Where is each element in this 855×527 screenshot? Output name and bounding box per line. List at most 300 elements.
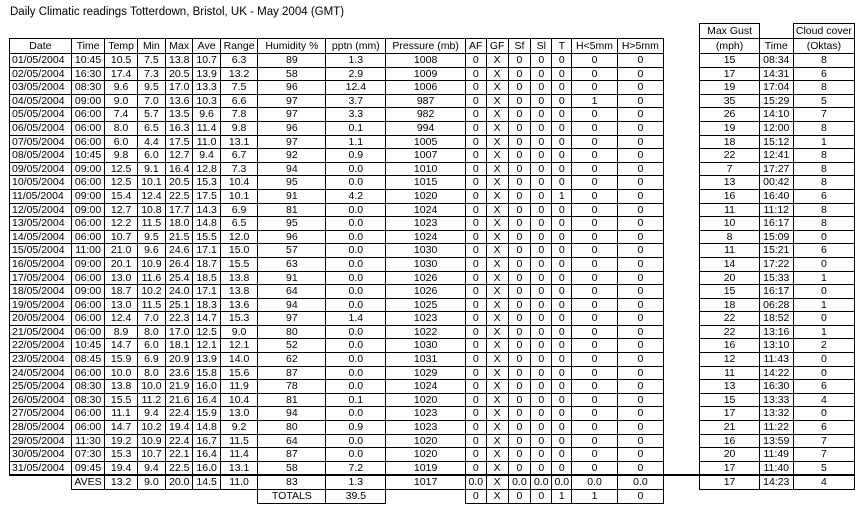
aves-t: 0.0 <box>552 475 572 489</box>
cell-min: 11.6 <box>137 271 165 285</box>
cell-pressure: 982 <box>386 108 466 122</box>
cell-af: 0 <box>465 54 486 68</box>
cell-pptn: 0.0 <box>326 380 386 394</box>
cell-humidity: 80 <box>258 325 326 339</box>
cell-gf: X <box>486 461 508 475</box>
table-row <box>10 271 855 285</box>
cell-gust-time: 00:42 <box>759 176 793 190</box>
cell-temp: 6.0 <box>105 135 137 149</box>
cell-t: 0 <box>552 339 572 353</box>
cell-date: 13/05/2004 <box>10 217 72 231</box>
cell-gust-time: 14:10 <box>759 108 793 122</box>
cell-t: 0 <box>552 380 572 394</box>
cell-sf: 0 <box>508 461 530 475</box>
cell-range: 9.8 <box>220 121 258 135</box>
cell-range: 13.6 <box>220 298 258 312</box>
header-ave: Ave <box>193 39 220 54</box>
header-humidity: Humidity % <box>258 39 326 54</box>
cell-t: 0 <box>552 176 572 190</box>
cell-gf: X <box>486 271 508 285</box>
cell-af: 0 <box>465 149 486 163</box>
cell-min: 12.4 <box>137 189 165 203</box>
cell-date: 21/05/2004 <box>10 325 72 339</box>
cell-range: 15.5 <box>220 257 258 271</box>
cell-date: 06/05/2004 <box>10 121 72 135</box>
cell-pptn: 0.0 <box>326 244 386 258</box>
cell-sl: 0 <box>531 461 552 475</box>
cell-range: 6.5 <box>220 217 258 231</box>
cell-pptn: 4.2 <box>326 189 386 203</box>
cell-t: 0 <box>552 217 572 231</box>
cell-hail-gt5: 0 <box>617 325 663 339</box>
cell-gf: X <box>486 81 508 95</box>
cell-gust-time: 11:49 <box>759 448 793 462</box>
cell-gf: X <box>486 135 508 149</box>
cell-gf: X <box>486 407 508 421</box>
cell-min: 10.9 <box>137 257 165 271</box>
cell-time: 16:30 <box>71 67 105 81</box>
cell-gust: 18 <box>700 298 759 312</box>
cell-date: 23/05/2004 <box>10 353 72 367</box>
cell-gust: 22 <box>700 325 759 339</box>
cell-humidity: 94 <box>258 162 326 176</box>
cell-ave: 11.4 <box>193 121 220 135</box>
cell-max: 17.0 <box>166 325 193 339</box>
cell-t: 0 <box>552 448 572 462</box>
cell-cloud: 5 <box>793 94 854 108</box>
aves-pptn: 1.3 <box>326 475 386 489</box>
cell-max: 13.5 <box>166 108 193 122</box>
table-row <box>10 407 855 421</box>
cell-gust: 8 <box>700 230 759 244</box>
cell-ave: 12.8 <box>193 162 220 176</box>
cell-ave: 17.5 <box>193 189 220 203</box>
cell-humidity: 87 <box>258 448 326 462</box>
cell-min: 10.8 <box>137 203 165 217</box>
cell-gf: X <box>486 448 508 462</box>
gap-cell <box>663 162 700 176</box>
cell-t: 0 <box>552 244 572 258</box>
aves-range: 11.0 <box>220 475 258 489</box>
cell-cloud: 1 <box>793 298 854 312</box>
cell-hail-gt5: 0 <box>617 421 663 435</box>
cell-humidity: 95 <box>258 217 326 231</box>
cell-humidity: 96 <box>258 121 326 135</box>
cell-hail-lt5: 0 <box>572 189 618 203</box>
cell-hail-lt5: 0 <box>572 203 618 217</box>
cell-range: 13.0 <box>220 407 258 421</box>
aves-max: 20.0 <box>166 475 193 489</box>
cell-pptn: 1.3 <box>326 54 386 68</box>
cell-t: 0 <box>552 108 572 122</box>
cell-hail-gt5: 0 <box>617 189 663 203</box>
cell-max: 17.0 <box>166 81 193 95</box>
cell-t: 0 <box>552 94 572 108</box>
cell-gust-time: 15:29 <box>759 94 793 108</box>
table-row <box>10 135 855 149</box>
gap-cell <box>663 312 700 326</box>
cell-time: 11:00 <box>71 244 105 258</box>
cell-gust: 17 <box>700 67 759 81</box>
cell-cloud: 8 <box>793 149 854 163</box>
cell-range: 13.8 <box>220 271 258 285</box>
cell-date: 28/05/2004 <box>10 421 72 435</box>
cell-hail-lt5: 0 <box>572 461 618 475</box>
cell-max: 19.4 <box>166 421 193 435</box>
table-row <box>10 108 855 122</box>
cell-humidity: 58 <box>258 461 326 475</box>
table-row <box>10 54 855 68</box>
cell-max: 16.4 <box>166 162 193 176</box>
cell-hail-lt5: 0 <box>572 271 618 285</box>
cell-t: 0 <box>552 257 572 271</box>
cell-time: 09:00 <box>71 285 105 299</box>
cell-sl: 0 <box>531 353 552 367</box>
aves-cloud: 4 <box>793 475 854 489</box>
cell-time: 09:00 <box>71 189 105 203</box>
cell-pressure: 1024 <box>386 230 466 244</box>
cell-gust-time: 06:28 <box>759 298 793 312</box>
table-row <box>10 81 855 95</box>
cell-pressure: 1024 <box>386 380 466 394</box>
cell-temp: 7.4 <box>105 108 137 122</box>
cell-cloud: 7 <box>793 108 854 122</box>
gap-cell <box>663 393 700 407</box>
cell-hail-gt5: 0 <box>617 380 663 394</box>
aves-gust-time: 14:23 <box>759 475 793 489</box>
gap-cell <box>663 217 700 231</box>
cell-sf: 0 <box>508 298 530 312</box>
cell-gust-time: 17:22 <box>759 257 793 271</box>
cell-hail-gt5: 0 <box>617 434 663 448</box>
cell-gust: 12 <box>700 353 759 367</box>
cell-time: 08:30 <box>71 393 105 407</box>
cell-pptn: 0.0 <box>326 271 386 285</box>
sheet-title: Daily Climatic readings Totterdown, Bristol, UK - May 2004 (GMT) <box>10 6 345 18</box>
cell-sf: 0 <box>508 94 530 108</box>
cell-hail-gt5: 0 <box>617 162 663 176</box>
cell-gust-time: 13:33 <box>759 393 793 407</box>
cell-humidity: 96 <box>258 81 326 95</box>
totals-sf: 0 <box>508 490 530 504</box>
cell-gf: X <box>486 94 508 108</box>
cell-temp: 14.7 <box>105 339 137 353</box>
cell-humidity: 62 <box>258 353 326 367</box>
cell-af: 0 <box>465 461 486 475</box>
cell-date: 05/05/2004 <box>10 108 72 122</box>
cell-pressure: 1030 <box>386 339 466 353</box>
cell-sf: 0 <box>508 271 530 285</box>
cell-date: 18/05/2004 <box>10 285 72 299</box>
cell-gf: X <box>486 285 508 299</box>
cell-hail-gt5: 0 <box>617 461 663 475</box>
cell-cloud: 5 <box>793 461 854 475</box>
gap-cell <box>663 271 700 285</box>
cell-hail-lt5: 0 <box>572 298 618 312</box>
aves-gf: X <box>486 475 508 489</box>
cell-ave: 13.3 <box>193 81 220 95</box>
cell-date: 04/05/2004 <box>10 94 72 108</box>
table-row <box>10 121 855 135</box>
header-max: Max <box>166 39 193 54</box>
gap-cell <box>663 257 700 271</box>
cell-gust: 13 <box>700 380 759 394</box>
cell-temp: 17.4 <box>105 67 137 81</box>
cell-pressure: 1030 <box>386 257 466 271</box>
cell-range: 15.3 <box>220 312 258 326</box>
header-gust-time: Time <box>759 39 793 54</box>
cell-sl: 0 <box>531 67 552 81</box>
cell-min: 10.2 <box>137 285 165 299</box>
cell-sl: 0 <box>531 421 552 435</box>
cell-range: 10.1 <box>220 189 258 203</box>
cell-sl: 0 <box>531 448 552 462</box>
cell-date: 03/05/2004 <box>10 81 72 95</box>
cell-af: 0 <box>465 325 486 339</box>
table-row <box>10 162 855 176</box>
cell-sf: 0 <box>508 366 530 380</box>
cell-humidity: 64 <box>258 285 326 299</box>
cell-range: 10.4 <box>220 393 258 407</box>
cell-ave: 13.9 <box>193 67 220 81</box>
cell-gust-time: 12:00 <box>759 121 793 135</box>
cell-t: 0 <box>552 298 572 312</box>
cell-af: 0 <box>465 421 486 435</box>
cell-ave: 9.4 <box>193 149 220 163</box>
cell-range: 13.1 <box>220 135 258 149</box>
cell-temp: 19.2 <box>105 434 137 448</box>
cell-af: 0 <box>465 271 486 285</box>
cell-hail-gt5: 0 <box>617 108 663 122</box>
cell-sf: 0 <box>508 285 530 299</box>
cell-time: 06:00 <box>71 407 105 421</box>
cell-pressure: 1023 <box>386 217 466 231</box>
cell-min: 7.3 <box>137 67 165 81</box>
cell-date: 24/05/2004 <box>10 366 72 380</box>
table-row <box>10 393 855 407</box>
cell-gust-time: 13:32 <box>759 407 793 421</box>
cell-hail-gt5: 0 <box>617 312 663 326</box>
gap-cell <box>663 353 700 367</box>
cell-pptn: 7.2 <box>326 461 386 475</box>
cell-time: 06:00 <box>71 121 105 135</box>
cell-sf: 0 <box>508 353 530 367</box>
cell-ave: 12.1 <box>193 339 220 353</box>
cell-pptn: 0.0 <box>326 162 386 176</box>
cell-hail-gt5: 0 <box>617 81 663 95</box>
cell-temp: 8.9 <box>105 325 137 339</box>
cell-min: 9.5 <box>137 81 165 95</box>
cell-temp: 20.1 <box>105 257 137 271</box>
gap-cell <box>663 339 700 353</box>
cell-af: 0 <box>465 94 486 108</box>
cell-hail-lt5: 0 <box>572 149 618 163</box>
gap-cell <box>663 325 700 339</box>
cell-humidity: 94 <box>258 407 326 421</box>
cell-gf: X <box>486 380 508 394</box>
cell-range: 12.0 <box>220 230 258 244</box>
cell-pressure: 1031 <box>386 353 466 367</box>
header-t: T <box>552 39 572 54</box>
cell-cloud: 8 <box>793 121 854 135</box>
cell-cloud: 6 <box>793 67 854 81</box>
cell-max: 22.1 <box>166 448 193 462</box>
cell-hail-gt5: 0 <box>617 121 663 135</box>
cell-temp: 10.0 <box>105 366 137 380</box>
cell-temp: 12.5 <box>105 162 137 176</box>
cell-gust: 17 <box>700 407 759 421</box>
cell-gust: 19 <box>700 121 759 135</box>
cell-t: 0 <box>552 421 572 435</box>
cell-range: 11.9 <box>220 380 258 394</box>
cell-min: 7.0 <box>137 94 165 108</box>
cell-humidity: 97 <box>258 135 326 149</box>
cell-temp: 14.7 <box>105 421 137 435</box>
cell-cloud: 0 <box>793 285 854 299</box>
table-row <box>10 461 855 475</box>
cell-gust: 16 <box>700 339 759 353</box>
cell-hail-gt5: 0 <box>617 203 663 217</box>
cell-gust: 18 <box>700 135 759 149</box>
cell-humidity: 78 <box>258 380 326 394</box>
totals-hail-lt5: 1 <box>572 490 618 504</box>
cell-cloud: 8 <box>793 176 854 190</box>
gap-cell <box>663 407 700 421</box>
cell-temp: 11.1 <box>105 407 137 421</box>
cell-gf: X <box>486 339 508 353</box>
cell-af: 0 <box>465 285 486 299</box>
cell-min: 9.6 <box>137 244 165 258</box>
cell-af: 0 <box>465 407 486 421</box>
cell-af: 0 <box>465 81 486 95</box>
cell-sl: 0 <box>531 312 552 326</box>
cell-humidity: 80 <box>258 421 326 435</box>
cell-hail-lt5: 0 <box>572 339 618 353</box>
cell-sf: 0 <box>508 434 530 448</box>
cell-gust-time: 17:04 <box>759 81 793 95</box>
cell-date: 11/05/2004 <box>10 189 72 203</box>
cell-pressure: 1023 <box>386 312 466 326</box>
totals-gf: X <box>486 490 508 504</box>
cell-humidity: 89 <box>258 54 326 68</box>
cell-hail-lt5: 0 <box>572 257 618 271</box>
cell-pptn: 0.9 <box>326 149 386 163</box>
cell-time: 06:00 <box>71 217 105 231</box>
cell-gust-time: 16:40 <box>759 189 793 203</box>
header-sf: Sf <box>508 39 530 54</box>
cell-max: 20.9 <box>166 353 193 367</box>
cell-humidity: 58 <box>258 67 326 81</box>
cell-t: 0 <box>552 271 572 285</box>
cell-sl: 0 <box>531 407 552 421</box>
cell-gust: 11 <box>700 244 759 258</box>
cell-humidity: 94 <box>258 298 326 312</box>
aves-hail-lt5: 0.0 <box>572 475 618 489</box>
cell-gf: X <box>486 366 508 380</box>
cell-t: 1 <box>552 189 572 203</box>
cell-range: 15.0 <box>220 244 258 258</box>
cell-sf: 0 <box>508 325 530 339</box>
table-row <box>10 366 855 380</box>
cell-gf: X <box>486 393 508 407</box>
cell-af: 0 <box>465 353 486 367</box>
header-cloud-units: (Oktas) <box>793 39 854 54</box>
header-time: Time <box>71 39 105 54</box>
cell-ave: 14.3 <box>193 203 220 217</box>
cell-ave: 12.5 <box>193 325 220 339</box>
cell-temp: 13.0 <box>105 271 137 285</box>
cell-time: 09:00 <box>71 257 105 271</box>
header-min: Min <box>137 39 165 54</box>
cell-time: 08:30 <box>71 81 105 95</box>
cell-af: 0 <box>465 217 486 231</box>
cell-gf: X <box>486 257 508 271</box>
cell-af: 0 <box>465 189 486 203</box>
header-af: AF <box>465 39 486 54</box>
cell-hail-gt5: 0 <box>617 448 663 462</box>
cell-pressure: 1019 <box>386 461 466 475</box>
cell-ave: 10.7 <box>193 54 220 68</box>
cell-pressure: 1024 <box>386 203 466 217</box>
cell-range: 11.5 <box>220 434 258 448</box>
table-row <box>10 67 855 81</box>
table-row <box>10 217 855 231</box>
cell-max: 22.5 <box>166 189 193 203</box>
cell-humidity: 97 <box>258 108 326 122</box>
cell-pressure: 1020 <box>386 434 466 448</box>
cell-min: 9.1 <box>137 162 165 176</box>
cell-date: 08/05/2004 <box>10 149 72 163</box>
cell-sf: 0 <box>508 203 530 217</box>
cell-ave: 15.5 <box>193 230 220 244</box>
cell-date: 01/05/2004 <box>10 54 72 68</box>
cell-humidity: 91 <box>258 271 326 285</box>
cell-sf: 0 <box>508 380 530 394</box>
cell-sl: 0 <box>531 244 552 258</box>
cell-af: 0 <box>465 203 486 217</box>
cell-gust-time: 13:59 <box>759 434 793 448</box>
gap-cell <box>663 81 700 95</box>
cell-date: 30/05/2004 <box>10 448 72 462</box>
cell-gust-time: 11:12 <box>759 203 793 217</box>
cell-sl: 0 <box>531 149 552 163</box>
cell-date: 20/05/2004 <box>10 312 72 326</box>
cell-sl: 0 <box>531 94 552 108</box>
cell-max: 20.5 <box>166 176 193 190</box>
cell-range: 7.8 <box>220 108 258 122</box>
cell-gust-time: 15:12 <box>759 135 793 149</box>
header-row <box>10 39 855 54</box>
cell-hail-gt5: 0 <box>617 217 663 231</box>
gap-cell <box>663 380 700 394</box>
cell-date: 29/05/2004 <box>10 434 72 448</box>
cell-date: 25/05/2004 <box>10 380 72 394</box>
cell-sl: 0 <box>531 380 552 394</box>
cell-hail-lt5: 0 <box>572 353 618 367</box>
cell-time: 11:30 <box>71 434 105 448</box>
cell-pressure: 1026 <box>386 285 466 299</box>
cell-sf: 0 <box>508 176 530 190</box>
cell-max: 22.3 <box>166 312 193 326</box>
table-row <box>10 339 855 353</box>
cell-gf: X <box>486 434 508 448</box>
cell-time: 08:30 <box>71 380 105 394</box>
cell-t: 0 <box>552 434 572 448</box>
cell-hail-gt5: 0 <box>617 353 663 367</box>
cell-time: 09:45 <box>71 461 105 475</box>
cell-ave: 15.8 <box>193 366 220 380</box>
cell-af: 0 <box>465 257 486 271</box>
